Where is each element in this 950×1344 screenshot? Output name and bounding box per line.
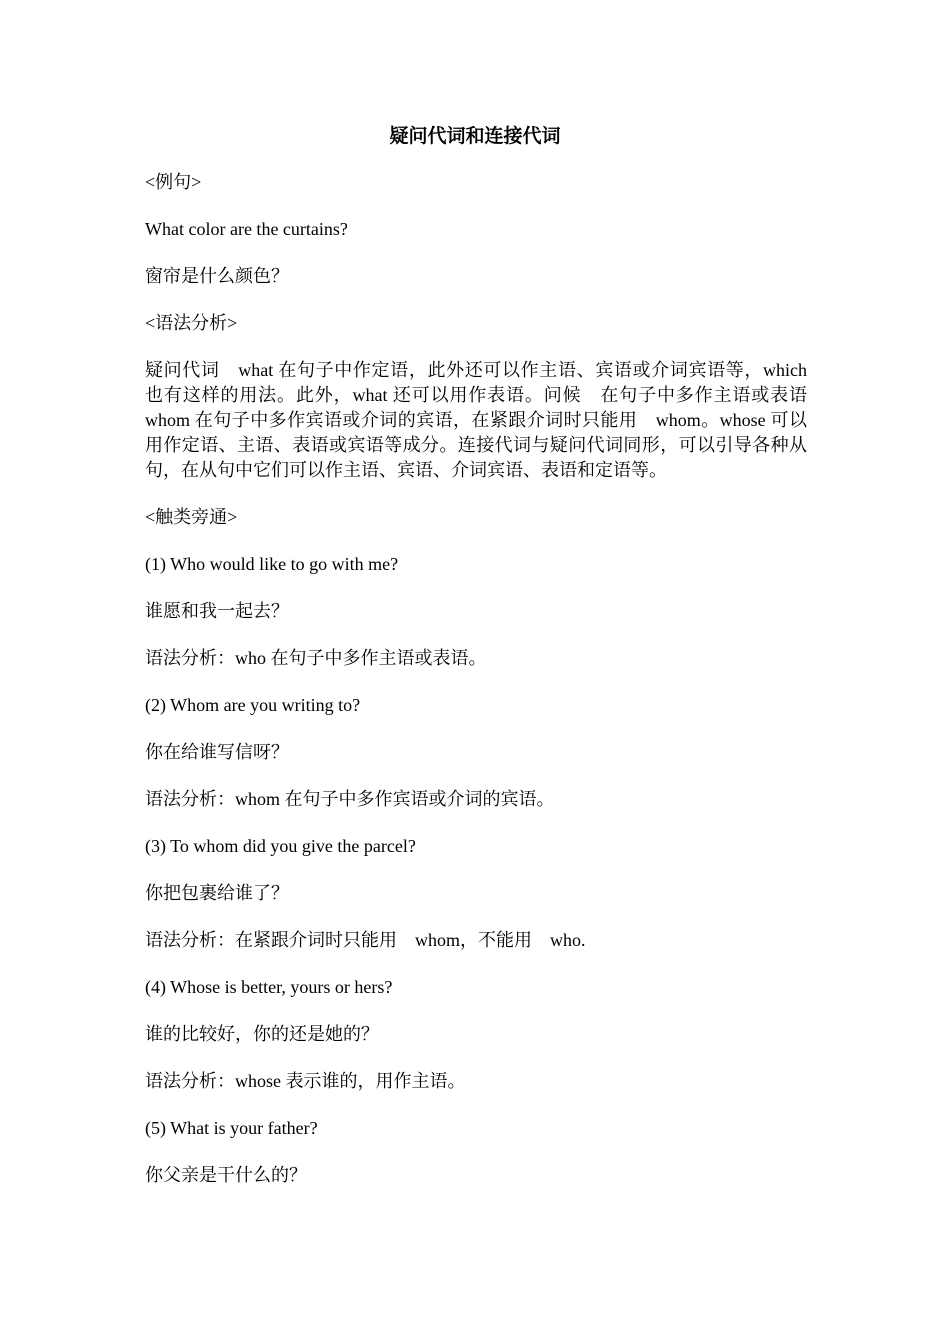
practice-4-zh: 谁的比较好，你的还是她的？ xyxy=(145,1024,379,1044)
practice-4-analysis: 语法分析：whose 表示谁的，用作主语。 xyxy=(145,1071,466,1091)
practice-3-en: (3) To whom did you give the parcel? xyxy=(145,836,416,856)
practice-5-en: (5) What is your father? xyxy=(145,1118,318,1138)
grammar-explanation: 疑问代词 what 在句子中作定语，此外还可以作主语、宾语或介词宾语等，which 也有这样的用法。此外，what 还可以用作表语。问候 在句子中多作主语或表语 whom 在句子中多作宾语或介词的宾语，在紧跟介词时只能用 whom。whose 可以用作定语、主语、表语或宾语等成分。连接代词与疑问代词同形，可以引导各种从句，在从句中它们可以作主语、宾语、介词宾语、表语和定语等。 xyxy=(145,360,807,480)
example-sentence-en: What color are the curtains? xyxy=(145,219,348,239)
practice-5-zh: 你父亲是干什么的？ xyxy=(145,1165,307,1185)
practice-3-analysis: 语法分析：在紧跟介词时只能用 whom，不能用 who. xyxy=(145,930,586,950)
practice-2-zh: 你在给谁写信呀？ xyxy=(145,742,289,762)
practice-1-zh: 谁愿和我一起去？ xyxy=(145,601,289,621)
example-sentence-zh: 窗帘是什么颜色？ xyxy=(145,266,289,286)
section-heading-grammar: <语法分析> xyxy=(145,313,238,333)
section-heading-example: <例句> xyxy=(145,172,202,192)
practice-2-en: (2) Whom are you writing to? xyxy=(145,695,361,715)
practice-2-analysis: 语法分析：whom 在句子中多作宾语或介词的宾语。 xyxy=(145,789,555,809)
practice-1-en: (1) Who would like to go with me? xyxy=(145,554,399,574)
practice-1-analysis: 语法分析：who 在句子中多作主语或表语。 xyxy=(145,648,487,668)
document-body xyxy=(145,170,807,1210)
practice-3-zh: 你把包裹给谁了？ xyxy=(145,883,289,903)
document-title: 疑问代词和连接代词 xyxy=(389,126,561,147)
section-heading-practice: <触类旁通> xyxy=(145,507,238,527)
practice-4-en: (4) Whose is better, yours or hers? xyxy=(145,977,393,997)
